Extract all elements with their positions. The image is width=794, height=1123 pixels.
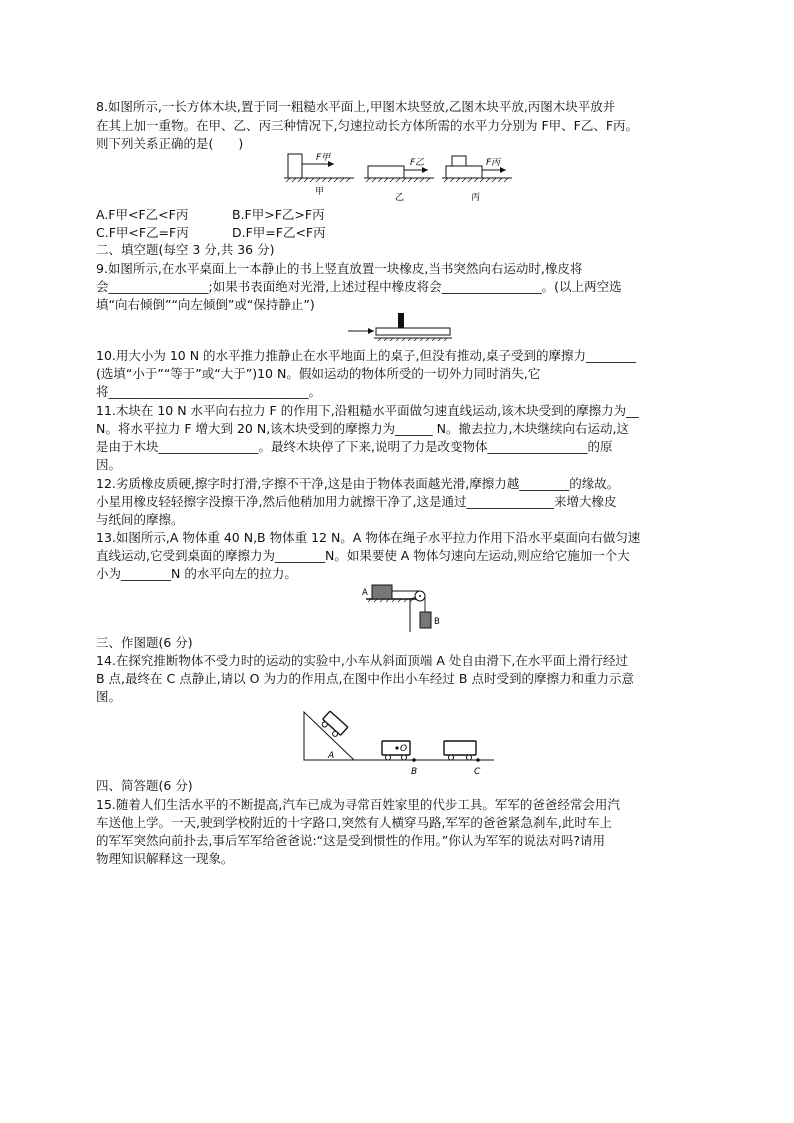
q13-line-1: 13.如图所示,A 物体重 40 N,B 物体重 12 N。A 物体在绳子水平拉力作用下沿水平桌面向右做匀速	[96, 530, 641, 545]
q9-line-2: 会________________;如果书表面绝对光滑,上述过程中橡皮将会________________。(以上两空选	[96, 279, 622, 294]
block-flat-loaded	[446, 166, 482, 178]
q9-line-3: 填“向右倾倒”“向左倾倒”或“保持静止”)	[96, 297, 315, 312]
label-point-o: O	[400, 744, 408, 754]
q8-figure-blocks	[282, 148, 514, 204]
q11-line-2: N。将水平拉力 F 增大到 20 N,该木块受到的摩擦力为______ N。撤去拉力,木块继续向右运动,这	[96, 421, 629, 436]
q13-line-2: 直线运动,它受到桌面的摩擦力为________N。如果要使 A 物体匀速向左运动,则应给它施加一个大	[96, 548, 630, 563]
q13-figure-pulley	[358, 580, 448, 634]
q9-figure-book-eraser	[344, 311, 454, 341]
q8-line-3: 则下列关系正确的是( )	[96, 136, 244, 151]
q13-line-3: 小为________N 的水平向左的拉力。	[96, 566, 297, 581]
book	[376, 328, 450, 335]
q15-line-3: 的军军突然向前扑去,事后军军给爸爸说:“这是受到惯性的作用。”你认为军军的说法对吗?请用	[96, 833, 606, 848]
q8-line-1: 8.如图所示,一长方体木块,置于同一粗糙水平面上,甲图木块竖放,乙图木块平放,丙图木块平放并	[96, 99, 616, 114]
block-a	[372, 585, 392, 599]
label-a: A	[362, 588, 368, 598]
block-upright	[288, 154, 302, 178]
q8-line-2: 在其上加一重物。在甲、乙、丙三种情况下,匀速拉动长方体所需的水平力分别为 F甲、F乙、F丙。	[96, 118, 639, 133]
q8-option-b: B.F甲>F乙>F丙	[232, 207, 325, 222]
eraser	[398, 313, 404, 328]
q11-line-3: 是由于木块________________。最终木块停了下来,说明了力是改变物体________________的原	[96, 439, 613, 454]
section-2-heading: 二、填空题(每空 3 分,共 36 分)	[96, 242, 275, 257]
caption-jia: 甲	[315, 187, 325, 197]
weight-on-block	[452, 156, 466, 166]
label-point-b: B	[411, 767, 418, 776]
q14-line-2: B 点,最终在 C 点静止,请以 O 为力的作用点,在图中作出小车经过 B 点时受到的摩擦力和重力示意	[96, 671, 634, 686]
label-point-a: A	[328, 751, 335, 761]
block-flat	[368, 166, 404, 178]
q14-line-3: 图。	[96, 689, 122, 704]
force-label-yi: F乙	[410, 158, 425, 168]
q8-option-d: D.F甲=F乙<F丙	[232, 225, 326, 240]
q10-line-3: 将________________________________。	[96, 384, 322, 399]
force-label-bing: F丙	[486, 158, 501, 168]
q8-option-a: A.F甲<F乙<F丙	[96, 207, 189, 222]
q9-line-1: 9.如图所示,在水平桌面上一本静止的书上竖直放置一块橡皮,当书突然向右运动时,橡皮将	[96, 261, 583, 276]
label-b: B	[434, 617, 440, 627]
q11-line-1: 11.木块在 10 N 水平向右拉力 F 的作用下,沿粗糙水平面做匀速直线运动,该木块受到的摩擦力为__	[96, 403, 639, 418]
caption-yi: 乙	[395, 193, 405, 203]
q15-line-1: 15.随着人们生活水平的不断提高,汽车已成为寻常百姓家里的代步工具。军军的爸爸经常会用汽	[96, 797, 620, 812]
q15-line-2: 车送他上学。一天,驶到学校附近的十字路口,突然有人横穿马路,军军的爸爸紧急刹车,此时车上	[96, 815, 612, 830]
q12-line-3: 与纸间的摩擦。	[96, 512, 184, 527]
label-point-c: C	[474, 767, 481, 776]
q14-figure-incline-cart	[298, 704, 498, 776]
q15-line-4: 物理知识解释这一现象。	[96, 851, 234, 866]
caption-bing: 丙	[471, 193, 481, 203]
q12-line-2: 小星用橡皮轻轻擦字没擦干净,然后他稍加用力就擦干净了,这是通过______________来增大橡皮	[96, 494, 617, 509]
q12-line-1: 12.劣质橡皮质硬,擦字时打滑,字擦不干净,这是由于物体表面越光滑,摩擦力越________的缘故。	[96, 476, 620, 491]
q14-line-1: 14.在探究推断物体不受力时的运动的实验中,小车从斜面顶端 A 处自由滑下,在水平面上滑行经过	[96, 653, 628, 668]
force-label-jia: F甲	[316, 153, 331, 163]
q10-line-2: (选填“小于”“等于”或“大于”)10 N。假如运动的物体所受的一切外力同时消失,它	[96, 366, 541, 381]
section-4-heading: 四、简答题(6 分)	[96, 778, 193, 793]
block-b	[420, 612, 431, 628]
section-3-heading: 三、作图题(6 分)	[96, 635, 193, 650]
cart-at-c	[444, 741, 476, 760]
q11-line-4: 因。	[96, 457, 122, 472]
q10-line-1: 10.用大小为 10 N 的水平推力推静止在水平地面上的桌子,但没有推动,桌子受到的摩擦力________	[96, 348, 637, 363]
q8-option-c: C.F甲<F乙=F丙	[96, 225, 189, 240]
